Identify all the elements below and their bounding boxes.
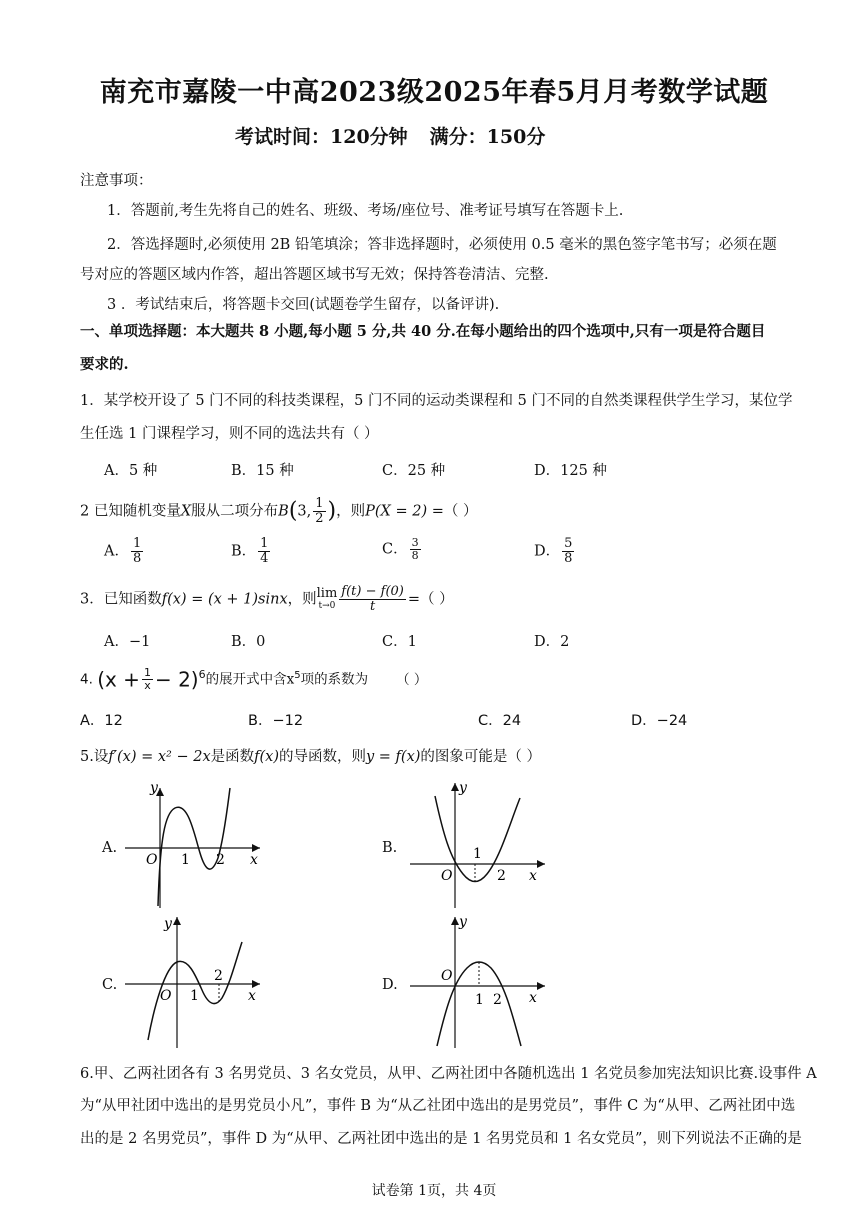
graph-a-y-label: y — [150, 780, 158, 796]
note-2b: 号对应的答题区域内作答，超出答题区域书写无效；保持答卷清洁、完整. — [80, 267, 549, 283]
q5-stem — [80, 747, 541, 767]
q4-option-c: C．24 — [478, 713, 522, 729]
q1-option-c: C．25 种 — [382, 463, 446, 479]
graph-b-x-label: x — [529, 868, 537, 884]
q5-graph-c — [120, 912, 270, 1052]
q5-deriv: f′(x) = x² − 2x — [108, 749, 211, 765]
q2-paren: （ ） — [443, 503, 478, 520]
q4-option-d: D．−24 — [631, 713, 688, 729]
section-heading-line2: 要求的. — [80, 356, 129, 373]
q2-var: X — [180, 503, 192, 520]
q1-line2: 生任选 1 门课程学习，则不同的选法共有（ ） — [80, 426, 379, 442]
q4-expr-open: (x + — [97, 667, 140, 692]
graph-c-tick-2: 2 — [214, 968, 223, 984]
q5-func: f(x) — [254, 749, 279, 765]
section-heading-line1: 一、单项选择题：本大题共 8 小题,每小题 5 分,共 40 分.在每小题给出的四个选项中,只有一项是符合题目 — [80, 323, 766, 340]
exam-subtitle — [235, 122, 567, 149]
q6-line1: 6.甲、乙两社团各有 3 名男党员、3 名女党员，从甲、乙两社团中各随机选出 1 名党员参加宪法知识比赛.设事件 A — [80, 1066, 817, 1082]
q4-paren: （ ） — [396, 671, 428, 688]
graph-a-curve — [158, 788, 230, 906]
graph-c-tick-1: 1 — [190, 988, 199, 1004]
note-3: 3 ．考试结束后，将答题卡交回(试题卷学生留存，以备评讲). — [107, 297, 500, 313]
q2-option-c: C． $\frac{3}{8}$ — [382, 536, 419, 562]
page-footer: 试卷第 1页，共 4页 — [371, 1183, 497, 1199]
q2-mid: 服从二项分布 — [191, 503, 279, 520]
q3-stem — [80, 585, 454, 614]
q2-then: ，则 — [336, 503, 366, 520]
q4-stem — [80, 665, 427, 692]
q3-option-b: B．0 — [231, 634, 266, 650]
q3-func: f(x) = (x + 1)sinx — [161, 591, 288, 608]
graph-a-tick-2: 2 — [216, 852, 225, 868]
q2-option-d: D． $\frac{5}{8}$ — [534, 536, 573, 566]
q3-tail: =（ ） — [407, 591, 454, 608]
graph-a-origin: O — [146, 852, 158, 868]
q1-option-b: B．15 种 — [231, 463, 294, 479]
q3-option-c: C．1 — [382, 634, 417, 650]
q5-option-b-label: B. — [382, 840, 398, 856]
graph-d-origin: O — [441, 968, 453, 984]
q4-prefix: 4. — [80, 671, 93, 688]
q5-mid: 是函数 — [210, 749, 255, 765]
graph-d-tick-2: 2 — [493, 992, 502, 1008]
q4-text-power: 5 — [294, 670, 301, 681]
q3-option-d: D．2 — [534, 634, 570, 650]
q2-args-frac: $\frac{1}{2}$ — [315, 496, 324, 526]
q2-option-b: B． $\frac{1}{4}$ — [231, 536, 269, 566]
q5-graph-a — [120, 778, 270, 913]
exam-title: 南充市嘉陵一中高2023级2025年春5月月考数学试题 — [99, 77, 769, 108]
q2-option-a: A． $\frac{1}{8}$ — [104, 536, 142, 566]
q1-option-a: A．5 种 — [104, 463, 158, 479]
graph-d-y-label: y — [459, 914, 467, 930]
graph-b-origin: O — [441, 868, 453, 884]
q3-then: ，则 — [287, 591, 317, 608]
graph-c-origin: O — [160, 988, 172, 1004]
exam-time: 考试时间：120分钟 — [235, 126, 408, 148]
q1-line1: 1．某学校开设了 5 门不同的科技类课程，5 门不同的运动类课程和 5 门不同的自然类课程供学生学习，某位学 — [80, 393, 793, 409]
q5-prefix: 5.设 — [80, 749, 109, 765]
q2-prob: P(X = 2) = — [365, 503, 444, 520]
q4-option-a: A．12 — [80, 713, 123, 729]
q5-graph-b — [405, 778, 555, 913]
q4-expr-close: − 2) — [154, 667, 199, 692]
q4-text: 的展开式中含x — [205, 671, 295, 688]
q1-option-d: D．125 种 — [534, 463, 607, 479]
q2-stem: 2 已知随机变量X服从二项分布B(3, $\frac{1}{2}$ )，则P(X = 2) =（ ） — [80, 496, 478, 526]
q5-option-c-label: C. — [102, 977, 118, 993]
q2-prefix: 2 已知随机变量 — [80, 503, 181, 520]
q3-prefix: 3．已知函数 — [80, 591, 162, 608]
q6-line2: 为“从甲社团中选出的是男党员小凡”，事件 B 为“从乙社团中选出的是男党员”，事件 C 为“从甲、乙两社团中选 — [80, 1098, 796, 1114]
note-2a: 2．答选择题时,必须使用 2B 铅笔填涂；答非选择题时，必须使用 0.5 毫米的黑色签字笔书写；必须在题 — [107, 237, 777, 253]
q4-text-tail: 项的系数为 — [300, 671, 369, 688]
q5-tail: 的图象可能是（ ） — [420, 749, 542, 765]
q5-graph-d — [405, 912, 555, 1052]
graph-d-x-label: x — [529, 990, 537, 1006]
graph-a-x-label: x — [250, 852, 258, 868]
q5-mid2: 的导函数，则 — [278, 749, 366, 765]
graph-c-y-label: y — [164, 916, 172, 932]
graph-a-tick-1: 1 — [181, 852, 190, 868]
exam-score: 满分：150分 — [429, 126, 546, 148]
q6-line3: 出的是 2 名男党员”，事件 D 为“从甲、乙两社团中选出的是 1 名男党员和 1 名女党员”，则下列说法不正确的是 — [80, 1131, 802, 1147]
graph-b-tick-1: 1 — [473, 846, 482, 862]
q3-frac: $\frac{f(t) - f(0)}{t}$ — [341, 584, 404, 614]
q5-graph: y = f(x) — [365, 749, 421, 765]
q5-option-a-label: A. — [102, 840, 118, 856]
graph-b-tick-2: 2 — [497, 868, 506, 884]
q3-option-a: A．−1 — [104, 634, 151, 650]
q3-lim: lim t→0 — [316, 585, 338, 611]
note-1: 1．答题前,考生先将自己的姓名、班级、考场/座位号、准考证号填写在答题卡上. — [107, 203, 624, 219]
notes-heading: 注意事项： — [80, 173, 153, 189]
q2-args-left: 3, — [297, 503, 312, 520]
q5-option-d-label: D. — [382, 977, 398, 993]
graph-b-y-label: y — [459, 780, 467, 796]
q4-frac: $\frac{1}{x}$ — [143, 666, 151, 692]
graph-d-tick-1: 1 — [475, 992, 484, 1008]
q2-dist: B — [278, 503, 289, 520]
q4-option-b: B．−12 — [248, 713, 304, 729]
graph-c-x-label: x — [248, 988, 256, 1004]
q4-power: 6 — [198, 668, 206, 681]
